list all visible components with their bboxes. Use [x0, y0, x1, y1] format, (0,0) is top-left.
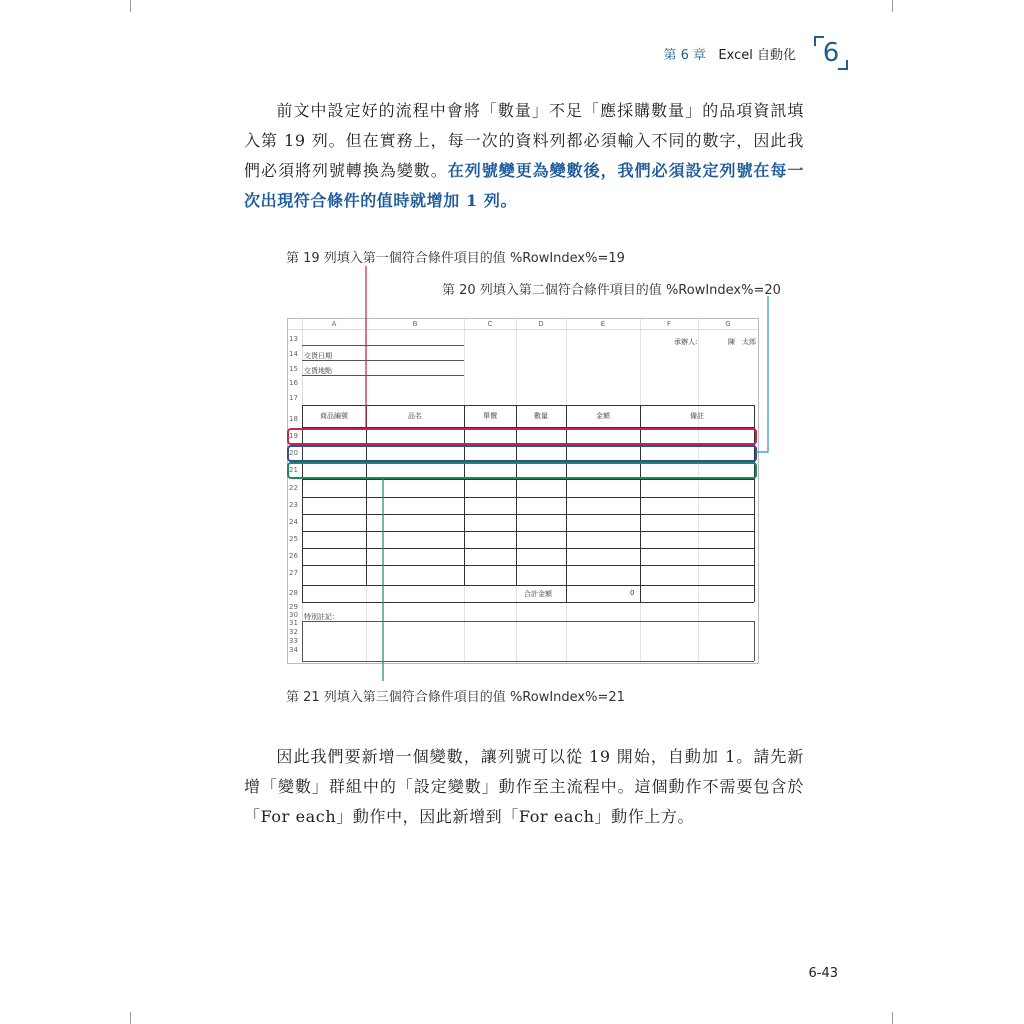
- total-value: 0: [630, 589, 635, 597]
- table-header-cell: 商品編號: [320, 412, 348, 420]
- row-header: 23: [289, 501, 298, 509]
- row19-highlight: [287, 428, 757, 445]
- chapter-app-title: Excel 自動化: [718, 48, 796, 63]
- row-header: 25: [289, 535, 298, 543]
- chapter-header: [640, 44, 796, 63]
- callout-row20: 第 20 列填入第二個符合條件項目的值 %RowIndex%=20: [442, 283, 781, 298]
- row-header: 21: [289, 466, 298, 474]
- spreadsheet-figure: [287, 318, 759, 664]
- table-header-cell: 品名: [408, 412, 422, 420]
- special-note-label: 特別註記：: [304, 613, 339, 621]
- instruction-paragraph: [244, 742, 804, 832]
- crop-mark: [880, 1012, 893, 1024]
- intro-paragraph: [244, 96, 804, 216]
- row20-highlight: [287, 445, 757, 462]
- intro-text: 前文中設定好的流程中會將「數量」不足「應採購數量」的品項資訊填入第 19 列。但在實務上，每一次的資料列都必須輸入不同的數字，因此我們必須將列號轉換為變數。: [244, 101, 804, 180]
- column-header: G: [725, 320, 731, 328]
- column-header: F: [666, 320, 672, 328]
- row-header: 13: [289, 335, 298, 343]
- delivery-date-label: 交貨日期: [304, 352, 332, 360]
- instruction-text: 因此我們要新增一個變數，讓列號可以從 19 開始，自動加 1。請先新增「變數」群組中的「設定變數」動作至主流程中。這個動作不需要包含於「For each」動作中，因此新增到「For each」動作上方。: [244, 747, 804, 826]
- contact-name: 陳 太郎: [728, 338, 756, 346]
- total-label: 合計金額: [524, 590, 552, 598]
- row-header: 27: [289, 569, 298, 577]
- row-header: 28: [289, 589, 298, 597]
- row-header: 19: [289, 432, 298, 440]
- row-header: 29: [289, 603, 298, 611]
- column-header: C: [487, 320, 493, 328]
- row-header: 24: [289, 518, 298, 526]
- contact-label: 承辦人:: [674, 338, 698, 346]
- row-header: 17: [289, 394, 298, 402]
- column-header: E: [600, 320, 606, 328]
- page-number: 6-43: [808, 966, 838, 981]
- row-header: 32: [289, 628, 298, 636]
- row-header: 14: [289, 350, 298, 358]
- column-header: B: [412, 320, 418, 328]
- table-header-cell: 數量: [534, 412, 548, 420]
- intro-emphasis: 在列號變更為變數後，我們必須設定列號在每一次出現符合條件的值時就增加 1 列。: [244, 161, 804, 210]
- row-header: 26: [289, 552, 298, 560]
- row-header: 18: [289, 415, 298, 423]
- row-header: 16: [289, 379, 298, 387]
- table-header-cell: 備註: [690, 412, 704, 420]
- table-header-cell: 單價: [483, 412, 497, 420]
- row21-highlight: [287, 462, 757, 479]
- table-header-cell: 金額: [596, 412, 610, 420]
- chapter-label: 第 6 章: [663, 48, 707, 63]
- row-header: 33: [289, 637, 298, 645]
- row-header: 15: [289, 365, 298, 373]
- chapter-number-badge: 6: [814, 36, 848, 70]
- row-header: 30: [289, 611, 298, 619]
- callout-row19: 第 19 列填入第一個符合條件項目的值 %RowIndex%=19: [286, 251, 625, 266]
- crop-mark: [130, 0, 143, 12]
- callout-row21: 第 21 列填入第三個符合條件項目的值 %RowIndex%=21: [286, 690, 625, 705]
- column-header: A: [331, 320, 337, 328]
- row-header: 20: [289, 449, 298, 457]
- crop-mark: [130, 1012, 143, 1024]
- column-header: D: [538, 320, 544, 328]
- row-header: 34: [289, 646, 298, 654]
- crop-mark: [880, 0, 893, 12]
- delivery-place-label: 交貨地點: [304, 367, 332, 375]
- row-header: 31: [289, 619, 298, 627]
- row-header: 22: [289, 484, 298, 492]
